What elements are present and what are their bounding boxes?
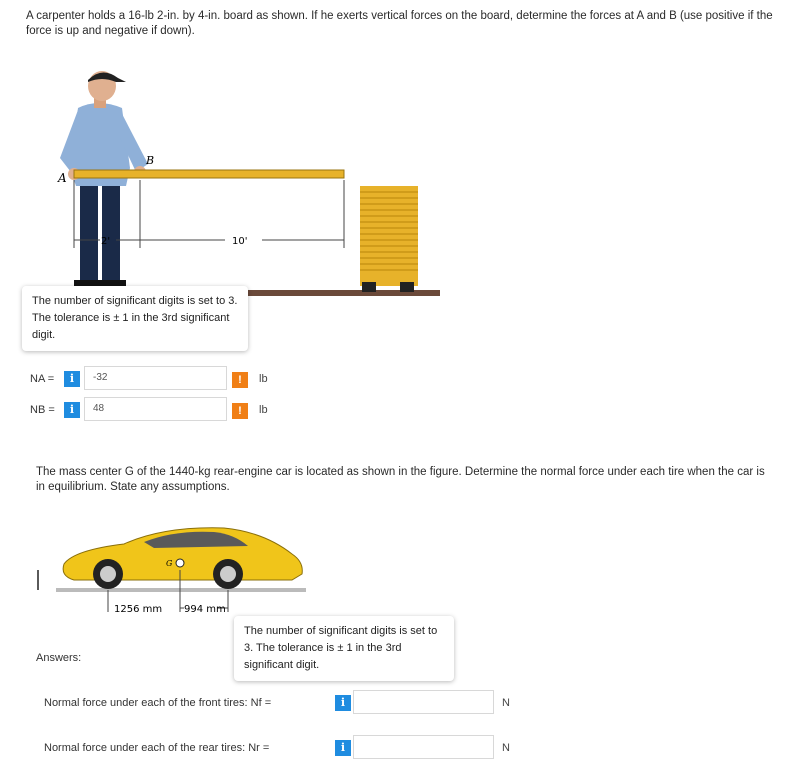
nf-unit: N (502, 697, 510, 709)
na-label: NA = (30, 373, 55, 385)
nb-label: NB = (30, 404, 55, 416)
dim-long: 10' (232, 236, 248, 247)
board-stack (360, 186, 418, 292)
carpenter-person (60, 71, 148, 288)
dim-short: 2' (101, 236, 111, 247)
info-icon[interactable]: i (64, 371, 80, 387)
sig-digits-tooltip-2: The number of significant digits is set to 3. The tolerance is ± 1 in the 3rd significant digit. (234, 616, 454, 681)
nf-label: Normal force under each of the front tires: Nf = (44, 697, 272, 709)
label-g: G (166, 559, 173, 568)
car-body (63, 528, 302, 589)
sig-digits-tooltip-1: The number of significant digits is set to 3. The tolerance is ± 1 in the 3rd significant digit. (22, 286, 248, 351)
info-icon[interactable]: i (335, 695, 351, 711)
nb-unit: lb (259, 404, 268, 416)
nf-input[interactable] (353, 690, 494, 714)
board (74, 170, 344, 178)
label-b: B (146, 154, 155, 167)
answers-label: Answers: (36, 652, 82, 664)
label-a: A (58, 171, 67, 185)
nr-input[interactable] (353, 735, 494, 759)
nb-input[interactable]: 48 (84, 397, 227, 421)
dim-front: 1256 mm (114, 604, 163, 615)
ground-line (56, 588, 306, 592)
problem2-statement: The mass center G of the 1440-kg rear-engine car is located as shown in the figure. Determine the normal force under each tire when the car is in equilibrium. State any assumptions. (36, 466, 765, 493)
nr-label: Normal force under each of the rear tires: Nr = (44, 742, 270, 754)
na-unit: lb (259, 373, 268, 385)
carpenter-figure (40, 68, 440, 300)
problem1-statement: A carpenter holds a 16-lb 2-in. by 4-in. board as shown. If he exerts vertical forces on the board, determine the forces at A and B (use positive if the force is up and negative if down). (26, 10, 773, 37)
na-input[interactable]: -32 (84, 366, 227, 390)
car-figure (34, 520, 324, 620)
info-icon[interactable]: i (64, 402, 80, 418)
info-icon[interactable]: i (335, 740, 351, 756)
nr-unit: N (502, 742, 510, 754)
dim-rear: 994 mm (184, 604, 226, 615)
warning-icon[interactable]: ! (232, 372, 248, 388)
warning-icon[interactable]: ! (232, 403, 248, 419)
